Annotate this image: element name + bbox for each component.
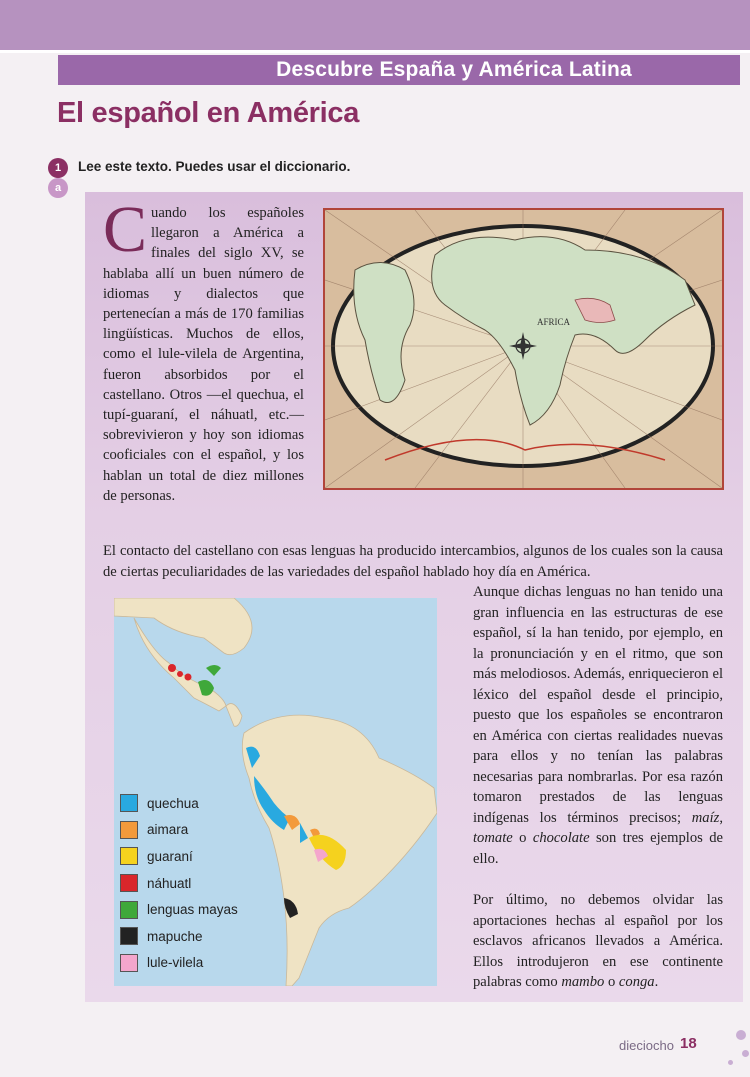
historic-world-map	[323, 208, 724, 490]
legend-label: mapuche	[147, 928, 203, 944]
word-conga: conga	[618, 974, 655, 990]
section-banner	[58, 55, 740, 85]
legend-label: lule-vilela	[147, 955, 204, 971]
paragraph-3-text-a: Aunque dichas lenguas no han tenido una gran influencia en las estructuras de ese español, sí la han tenido, por ejemplo, en la pronunciación y en el ritmo, que son más melodiosos. Además, enriquecieron el léxico del español desde el principio, puesto que los españoles se encontraron en América con ciertas realidades nuevas para ellos y no tenían las palabras necesarias para nombrarlas. Por esa razón tomaron prestados de las lenguas indígenas los términos precisos;	[473, 584, 723, 826]
decorative-dot	[728, 1060, 733, 1065]
legend-item	[120, 950, 238, 977]
decorative-dot	[742, 1050, 749, 1057]
legend-swatch	[120, 794, 138, 812]
section-title: Descubre España y América Latina	[276, 58, 632, 81]
page-title: El español en América	[57, 97, 360, 129]
paragraph-4	[473, 890, 723, 993]
word-maiz: maíz	[691, 809, 720, 826]
word-tomate: tomate	[473, 830, 513, 846]
top-band-divider	[0, 50, 750, 53]
map-legend	[120, 790, 238, 976]
top-band	[0, 0, 750, 50]
legend-swatch	[120, 874, 138, 892]
map-label-africa: AFRICA	[537, 317, 571, 327]
paragraph-1	[103, 193, 304, 506]
paragraph-3-text-b: son tres ejemplos de ello.	[473, 830, 723, 867]
page-number-label: dieciocho	[619, 1038, 674, 1053]
separator-2: o	[512, 830, 533, 846]
historic-map-illustration	[325, 210, 722, 488]
drop-cap: C	[103, 193, 148, 266]
decorative-dot	[736, 1030, 746, 1040]
word-chocolate: chocolate	[532, 830, 590, 846]
legend-label: náhuatl	[147, 875, 192, 891]
legend-item	[120, 843, 238, 870]
word-mambo: mambo	[561, 974, 605, 990]
legend-label: aimara	[147, 822, 189, 838]
separator-3: o	[604, 974, 619, 990]
legend-item	[120, 817, 238, 844]
paragraph-1-text: uando los españoles llegaron a América a finales del siglo XV, se hablaba allí un buen número de idiomas y dialectos que pertenecían a más de 170 familias lingüísticas. Muchos de ellos, como el lule-vilela de Argentina, fueron absorbidos por el castellano. Otros —el quechua, el tupí-guaraní, el náhuatl, etc.— sobrevivieron y hoy son idiomas cooficiales con el español, y los hablan un total de diez millones de personas.	[103, 205, 304, 504]
exercise-instruction: Lee este texto. Puedes usar el diccionario.	[78, 159, 351, 174]
legend-swatch	[120, 821, 138, 839]
exercise-number-badge: 1	[48, 158, 68, 178]
legend-swatch	[120, 927, 138, 945]
legend-swatch	[120, 901, 138, 919]
legend-item	[120, 790, 238, 817]
legend-label: guaraní	[147, 848, 193, 864]
legend-item	[120, 870, 238, 897]
legend-label: quechua	[147, 795, 199, 811]
legend-swatch	[120, 954, 138, 972]
separator-1: ,	[719, 809, 723, 826]
paragraph-4-text-b: .	[654, 974, 659, 990]
legend-item	[120, 896, 238, 923]
paragraph-4-text-a: Por último, no debemos olvidar las aportaciones hechas al español por los esclavos africanos llevados a América. Ellos introdujeron en ese continente palabras como	[473, 892, 723, 990]
legend-swatch	[120, 847, 138, 865]
page-number: 18	[680, 1035, 697, 1052]
paragraph-3	[473, 582, 723, 869]
legend-label: lenguas mayas	[147, 902, 238, 918]
legend-item	[120, 923, 238, 950]
paragraph-2: El contacto del castellano con esas lenguas ha producido intercambios, algunos de los cuales son la causa de ciertas peculiaridades de las variedades del español hablado hoy día en América.	[103, 543, 723, 580]
exercise-sub-badge: a	[48, 178, 68, 198]
